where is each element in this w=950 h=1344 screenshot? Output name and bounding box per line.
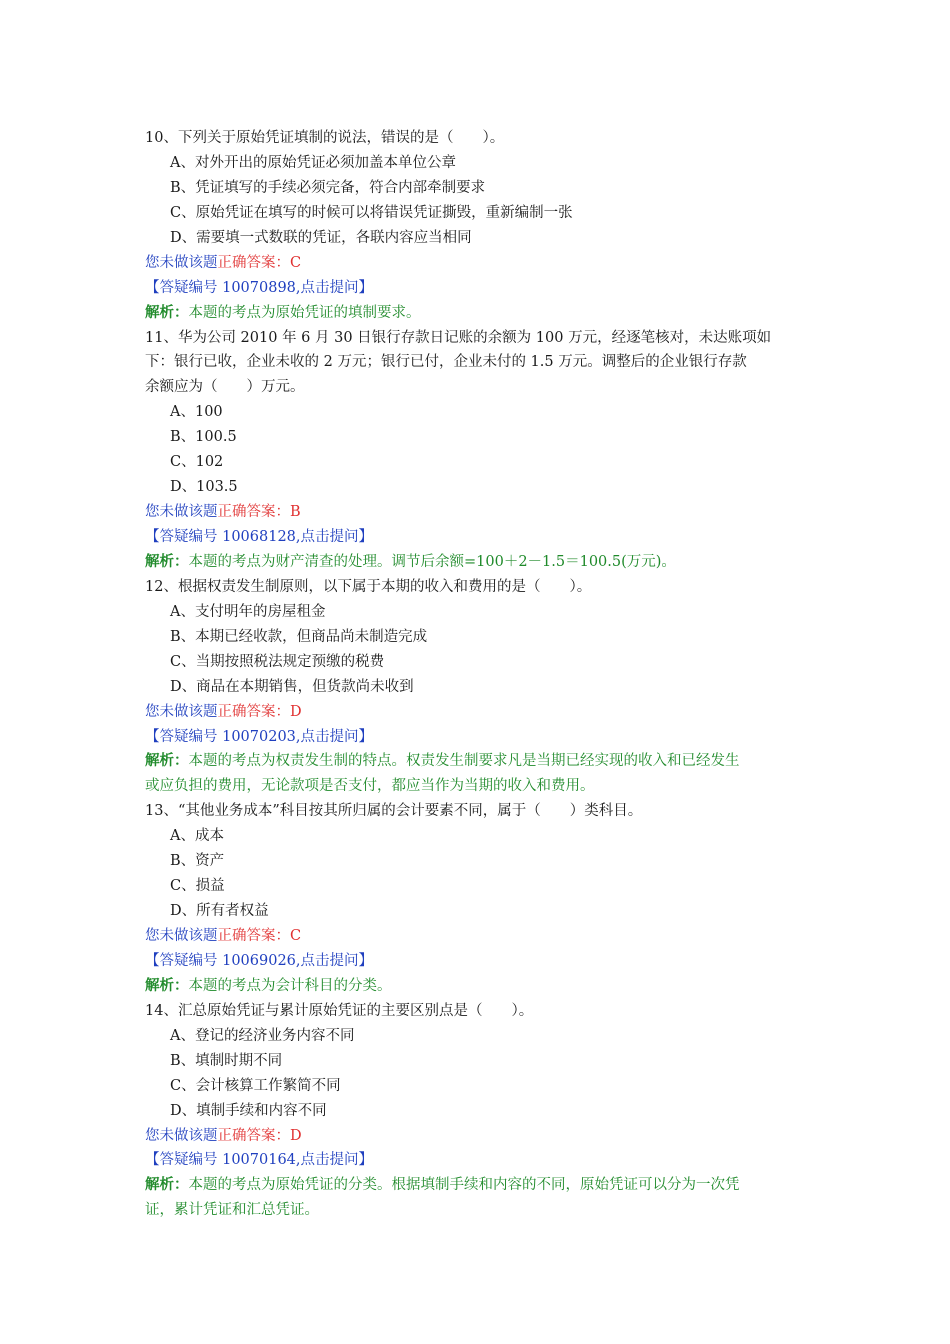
qa-bracket-open: 【 [145, 728, 160, 745]
analysis-line: 或应负担的费用，无论款项是否支付，都应当作为当期的收入和费用。 [145, 778, 595, 795]
answer-option: D、需要填一式数联的凭证，各联内容应当相同 [170, 229, 472, 246]
answer-status [145, 251, 805, 276]
answer-option: D、所有者权益 [170, 903, 269, 920]
analysis-text [145, 774, 805, 799]
answer-option: B、资产 [170, 853, 225, 870]
analysis-line: 本题的考点为原始凭证的填制要求。 [188, 304, 421, 321]
ask-question-link[interactable]: 答疑编号 10070898,点击提问 [159, 279, 359, 296]
not-done-label: 您未做该题 [145, 928, 218, 944]
analysis-text [145, 1198, 805, 1223]
not-done-label: 您未做该题 [145, 1127, 218, 1144]
analysis-label: 解析： [145, 303, 189, 321]
answer-option: A、成本 [170, 828, 224, 845]
question-block [145, 999, 805, 1223]
analysis-text [145, 974, 805, 999]
question-block [145, 126, 805, 326]
question-block [145, 575, 805, 799]
analysis-label: 解析： [145, 552, 189, 570]
question-block [145, 799, 805, 999]
analysis-text [145, 749, 805, 774]
answer-option: C、当期按照税法规定预缴的税费 [170, 653, 385, 670]
analysis-label: 解析： [145, 1176, 189, 1194]
qa-row [145, 525, 805, 550]
qa-bracket-open: 【 [145, 952, 160, 969]
question-stem: 13、“其他业务成本”科目按其所归属的会计要素不同，属于（ ）类科目。 [145, 803, 643, 820]
qa-row [145, 949, 805, 974]
analysis-label: 解析： [145, 976, 189, 994]
correct-answer-label: 正确答案： [217, 1127, 290, 1144]
ask-question-link[interactable]: 答疑编号 10070203,点击提问 [159, 728, 359, 745]
analysis-line: 本题的考点为原始凭证的分类。根据填制手续和内容的不同，原始凭证可以分为一次凭 [188, 1177, 740, 1194]
answer-option: C、原始凭证在填写的时候可以将错误凭证撕毁，重新编制一张 [170, 204, 573, 221]
question-stem: 14、汇总原始凭证与累计原始凭证的主要区别点是（ ）。 [145, 1002, 534, 1019]
qa-bracket-open: 【 [145, 1152, 160, 1169]
qa-row [145, 1148, 805, 1173]
correct-answer-label: 正确答案： [217, 254, 290, 271]
correct-answer-label: 正确答案： [217, 928, 290, 944]
analysis-line: 本题的考点为权责发生制的特点。权责发生制要求凡是当期已经实现的收入和已经发生 [188, 753, 740, 770]
question-stem: 12、根据权责发生制原则，以下属于本期的收入和费用的是（ ）。 [145, 578, 592, 595]
ask-question-link[interactable]: 答疑编号 10070164,点击提问 [159, 1152, 359, 1169]
not-done-label: 您未做该题 [145, 703, 218, 720]
answer-option: D、商品在本期销售，但货款尚未收到 [170, 678, 414, 695]
correct-answer-label: 正确答案： [217, 504, 290, 521]
analysis-text [145, 550, 805, 575]
answer-option: A、对外开出的原始凭证必须加盖本单位公章 [170, 154, 456, 171]
analysis-text [145, 301, 805, 326]
qa-bracket-open: 【 [145, 529, 160, 545]
correct-answer-value: C [290, 254, 302, 271]
analysis-label: 解析： [145, 752, 189, 770]
question-stem: 11、华为公司 2010 年 6 月 30 日银行存款日记账的余额为 100 万元，经逐笔核对，未达账项如 [145, 329, 772, 346]
analysis-text [145, 1173, 805, 1198]
answer-option: B、100.5 [170, 429, 237, 446]
answer-option: C、会计核算工作繁简不同 [170, 1077, 341, 1094]
answer-status [145, 1124, 805, 1149]
question-list [145, 126, 805, 1223]
answer-option: D、103.5 [170, 479, 238, 496]
qa-bracket-close: 】 [358, 529, 374, 545]
answer-option: A、100 [170, 404, 223, 421]
correct-answer-label: 正确答案： [217, 703, 290, 720]
ask-question-link[interactable]: 答疑编号 10069026,点击提问 [159, 952, 359, 969]
qa-bracket-close: 】 [358, 728, 374, 745]
question-stem: 10、下列关于原始凭证填制的说法，错误的是（ ）。 [145, 130, 505, 146]
analysis-line: 证，累计凭证和汇总凭证。 [145, 1202, 319, 1219]
correct-answer-value: C [290, 928, 302, 944]
qa-row [145, 725, 805, 750]
answer-option: A、支付明年的房屋租金 [170, 603, 326, 620]
qa-bracket-close: 】 [358, 1152, 374, 1169]
answer-status [145, 500, 805, 525]
answer-option: B、本期已经收款，但商品尚未制造完成 [170, 628, 428, 645]
analysis-line: 本题的考点为财产清查的处理。调节后余额=100＋2－1.5＝100.5(万元)。 [188, 553, 676, 570]
answer-option: B、填制时期不同 [170, 1052, 283, 1069]
correct-answer-value: D [290, 1127, 302, 1144]
qa-bracket-close: 】 [358, 952, 374, 969]
ask-question-link[interactable]: 答疑编号 10068128,点击提问 [159, 529, 359, 545]
correct-answer-value: D [290, 703, 302, 720]
answer-option: C、损益 [170, 878, 225, 895]
qa-bracket-close: 】 [358, 279, 374, 296]
answer-option: A、登记的经济业务内容不同 [170, 1027, 355, 1044]
not-done-label: 您未做该题 [145, 254, 218, 271]
answer-option: C、102 [170, 454, 224, 471]
analysis-line: 本题的考点为会计科目的分类。 [188, 977, 392, 994]
question-stem: 下：银行已收，企业未收的 2 万元；银行已付，企业未付的 1.5 万元。调整后的企业银行存款 [145, 354, 747, 371]
not-done-label: 您未做该题 [145, 504, 218, 521]
question-block [145, 326, 805, 575]
answer-status [145, 700, 805, 725]
qa-bracket-open: 【 [145, 279, 160, 296]
answer-option: B、凭证填写的手续必须完备，符合内部牵制要求 [170, 179, 486, 196]
answer-status [145, 924, 805, 949]
question-stem: 余额应为（ ）万元。 [145, 379, 305, 396]
answer-option: D、填制手续和内容不同 [170, 1102, 327, 1119]
correct-answer-value: B [290, 504, 301, 521]
qa-row [145, 276, 805, 301]
